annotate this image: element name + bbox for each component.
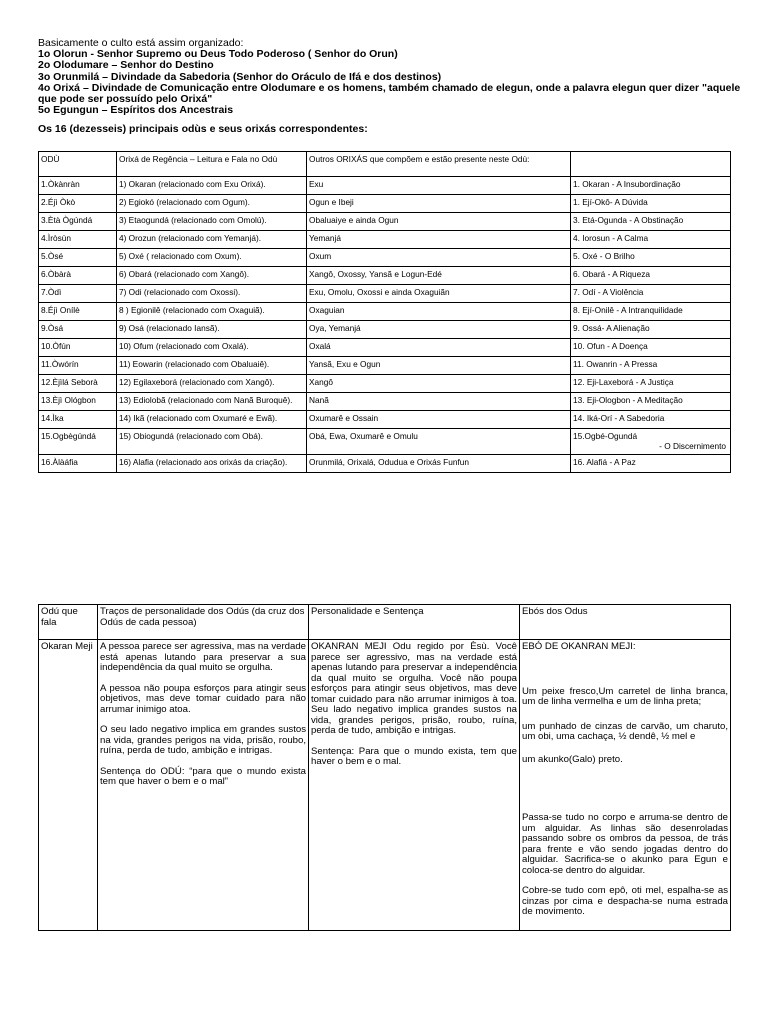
ebo-paragraph: Passa-se tudo no corpo e arruma-se dentro de um alguidar. As linhas são desenroladas passando sobre os ombros da pessoa, de trás para frente e vão sendo jogadas dentro do alguidar. Sacrifica-se o akunko para Egun e coloca-se dentro do alguidar. <box>522 812 728 876</box>
table-cell: 15) Obiogundá (relacionado com Obá). <box>117 429 307 455</box>
table-cell: 14.Ìka <box>39 411 117 429</box>
intro-line: 3o Orunmilá – Divindade da Sabedoria (Senhor do Oráculo de Ifá e dos destinos) <box>38 70 442 83</box>
intro-line: Basicamente o culto está assim organizado: <box>38 37 244 49</box>
table-cell: 10) Ofum (relacionado com Oxalá). <box>117 339 307 357</box>
table-cell: 1. Ejí-Okô- A Dúvida <box>571 195 731 213</box>
table-cell: Exu <box>307 177 571 195</box>
table-cell: Oxalá <box>307 339 571 357</box>
table-cell: 13.Èjì Ológbon <box>39 393 117 411</box>
table-cell: Yansã, Exu e Ogun <box>307 357 571 375</box>
table-cell: 1. Okaran - A Insubordinação <box>571 177 731 195</box>
table-row <box>39 640 731 931</box>
intro-line: 5o Egungun – Espíritos dos Ancestrais <box>38 104 234 117</box>
table-cell: Yemanjá <box>307 231 571 249</box>
table-cell: 9. Ossá- A Alienação <box>571 321 731 339</box>
table-cell: 4) Orozun (relacionado com Yemanjá). <box>117 231 307 249</box>
table-cell: Obá, Ewa, Oxumarê e Omulu <box>307 429 571 455</box>
table-cell: Oxaguian <box>307 303 571 321</box>
table-cell: 11. Owanrin - A Pressa <box>571 357 731 375</box>
table-cell: 12.Èjìlá Seborà <box>39 375 117 393</box>
table-cell: Orunmilá, Orixalá, Odudua e Orixás Funfun <box>307 455 571 473</box>
table-cell: 3. Etá-Ogunda - A Obstinação <box>571 213 731 231</box>
ebo-paragraph: um akunko(Galo) preto. <box>522 753 623 765</box>
table-cell: 11.Òwórín <box>39 357 117 375</box>
table-cell: 1) Okaran (relacionado com Exu Orixá). <box>117 177 307 195</box>
column-header: Ebós dos Odus <box>520 605 731 640</box>
intro-line: 4o Orixá – Divindade de Comunicação entre Olodumare e os homens, também chamado de elegun, onde a palavra elegun quer dizer "aquele que pode ser possuído pelo Orixá" <box>38 81 741 106</box>
ebo-cell <box>520 640 731 931</box>
ebo-title: EBÓ DE OKANRAN MEJI: <box>522 641 636 652</box>
table-header-row <box>39 605 731 640</box>
traits-paragraph: A pessoa parece ser agressiva, mas na verdade está apenas lutando para preservar a sua independência da qual muito se orgulha. <box>100 641 306 673</box>
table-cell: Exu, Omolu, Oxossi e ainda Oxaguiãn <box>307 285 571 303</box>
table-cell: Oxum <box>307 249 571 267</box>
table-cell: 5. Oxé - O Brilho <box>571 249 731 267</box>
table-cell: Obaluaiye e ainda Ogun <box>307 213 571 231</box>
table-cell: 5.Òsé <box>39 249 117 267</box>
table-cell: 13) Ediolobã (relacionado com Nanã Buroquê). <box>117 393 307 411</box>
traits-paragraph: A pessoa não poupa esforços para atingir seus objetivos, mas deve tomar cuidado para não arrumar inimigo atoa. <box>100 682 306 715</box>
table-cell: 12) Egilaxeborá (relacionado com Xangô). <box>117 375 307 393</box>
ebo-paragraph: Cobre-se tudo com epô, oti mel, espalha-se as cinzas por cima e despacha-se numa estrada de movimento. <box>522 885 728 917</box>
table-cell: 16.Àlàáfia <box>39 455 117 473</box>
column-header: Traços de personalidade dos Odús (da cruz dos Odús de cada pessoa) <box>98 605 309 640</box>
table-cell: 4.Ìròsùn <box>39 231 117 249</box>
personality-paragraph: Sentença: Para que o mundo exista, tem que haver o bem e o mal. <box>311 745 517 767</box>
odu-cell: Okaran Meji <box>39 640 98 931</box>
table-cell: 7.Òdì <box>39 285 117 303</box>
traits-paragraph: Sentença do ODÚ: “para que o mundo exista tem que haver o bem e o mal” <box>100 765 306 787</box>
table-cell: Ogun e Ibeji <box>307 195 571 213</box>
table-cell: 11) Eowarin (relacionado com Obaluaiê). <box>117 357 307 375</box>
table-cell: 3) Etaogundá (relacionado com Omolú). <box>117 213 307 231</box>
column-header: Personalidade e Sentença <box>309 605 520 640</box>
cell-text: - O Discernimento <box>659 441 726 451</box>
column-header: Odú que fala <box>39 605 98 640</box>
table-cell: Nanã <box>307 393 571 411</box>
column-header: Outros ORIXÁS que compõem e estão presente neste Odù: <box>307 152 571 177</box>
table-cell: 3.Ètà Ògúndá <box>39 213 117 231</box>
table-cell: Xangô, Oxossy, Yansã e Logun-Edé <box>307 267 571 285</box>
ebo-paragraph: Um peixe fresco,Um carretel de linha branca, um de linha vermelha e um de linha preta; <box>522 685 728 707</box>
table-cell: 6. Obará - A Riqueza <box>571 267 731 285</box>
personality-paragraph: OKANRAN MEJI Odu regido por Èsù. Você parece ser agressivo, mas na verdade está apenas lutando para preservar a independência da qual muito se orgulha. Você não poupa esforços para atingir seus objetivos, mas deve tomar cuidado para não arrumar inimigos à toa. Seu lado negativo implica grandes sustos na vida, grandes perigos, prisão, roubo, ruína, perda de tudo, ambição e intrigas. <box>311 641 517 736</box>
table-cell: 8 ) Egionilê (relacionado com Oxaguiã). <box>117 303 307 321</box>
table-cell: 10.Òfún <box>39 339 117 357</box>
personality-cell <box>309 640 520 931</box>
table-cell: 13. Eji-Ologbon - A Meditação <box>571 393 731 411</box>
table-cell: 14) Ikã (relacionado com Oxumaré e Ewã). <box>117 411 307 429</box>
table-cell: 16) Alafia (relacionado aos orixás da criação). <box>117 455 307 473</box>
table-cell: Xangô <box>307 375 571 393</box>
intro-line: 1o Olorun - Senhor Supremo ou Deus Todo Poderoso ( Senhor do Orun) <box>38 48 398 61</box>
table-cell: 1.Òkànràn <box>39 177 117 195</box>
table-cell: 2.Éjì Òkò <box>39 195 117 213</box>
cell-text: 15.Ogbé-Ogundá <box>573 431 638 441</box>
table-cell: 4. Iorosun - A Calma <box>571 231 731 249</box>
table-cell: 14. Iká-Orí - A Sabedoria <box>571 411 731 429</box>
table-cell: 6.Òbàrà <box>39 267 117 285</box>
table-cell: 7) Odi (relacionado com Oxossi). <box>117 285 307 303</box>
personality-table <box>38 604 731 931</box>
column-header: Orixá de Regência – Leitura e Fala no Odù <box>117 152 307 177</box>
table-cell: 2) Egiokó (relacionado com Ogum). <box>117 195 307 213</box>
table-title: Os 16 (dezesseis) principais odùs e seus orixás correspondentes: <box>38 123 368 136</box>
traits-paragraph: O seu lado negativo implica em grandes sustos na vida, grandes perigos na vida, prisão, roubo, ruína, perda de tudo, ambição e intrigas. <box>100 724 306 756</box>
table-cell: 8. Ejí-Onilê - A Intranquilidade <box>571 303 731 321</box>
column-header: ODÙ <box>39 152 117 177</box>
ebo-paragraph: um punhado de cinzas de carvão, um charuto, um obi, uma cachaça, ½ dendê, ½ mel e <box>522 720 728 742</box>
table-cell: 12. Eji-Laxeborá - A Justiça <box>571 375 731 393</box>
traits-cell <box>98 640 309 931</box>
table-cell: 16. Alafiá - A Paz <box>571 455 731 473</box>
table-cell: 9.Òsá <box>39 321 117 339</box>
table-cell: Oya, Yemanjá <box>307 321 571 339</box>
table-cell: 10. Ofun - A Doença <box>571 339 731 357</box>
intro-line: 2o Olodumare – Senhor do Destino <box>38 59 214 72</box>
table-cell: 6) Obará (relacionado com Xangô). <box>117 267 307 285</box>
table-cell: 7. Odí - A Violência <box>571 285 731 303</box>
table-cell: Oxumarê e Ossain <box>307 411 571 429</box>
table-cell: 8.Éjì Onílè <box>39 303 117 321</box>
table-cell: 15.Ogbègúndá <box>39 429 117 455</box>
table-cell: 5) Oxé ( relacionado com Oxum). <box>117 249 307 267</box>
table-cell: 9) Osá (relacionado Iansã). <box>117 321 307 339</box>
